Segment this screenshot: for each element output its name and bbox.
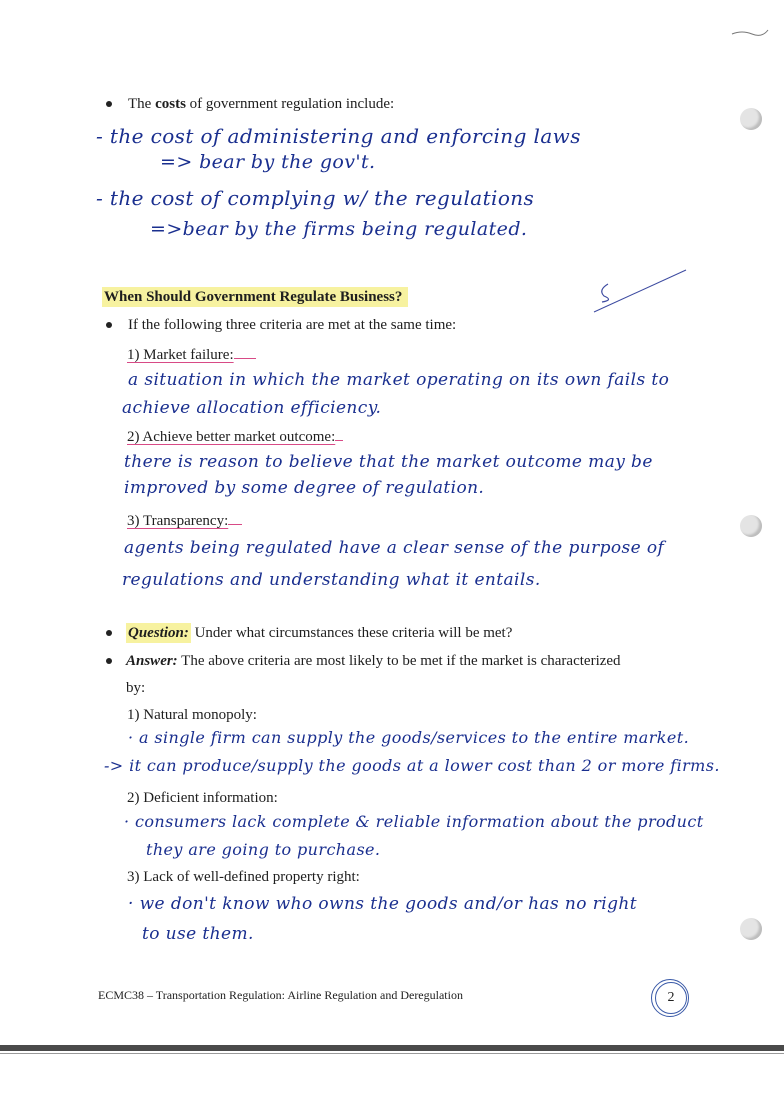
- bullet: [106, 101, 112, 107]
- question-label: Question:: [128, 625, 189, 641]
- question-highlight: [126, 623, 191, 643]
- answer-item-label: 2) Deficient information:: [127, 790, 278, 806]
- handwritten-note: agents being regulated have a clear sense of the purpose of: [124, 538, 665, 558]
- question-text: Under what circumstances these criteria will be met?: [190, 625, 513, 641]
- criterion-label-text: 2) Achieve better market outcome:: [127, 429, 336, 445]
- handwritten-note: =>bear by the firms being regulated.: [150, 218, 528, 240]
- tick-mark: [590, 266, 690, 316]
- criterion-label-text: 3) Transparency:: [127, 513, 229, 529]
- handwritten-note: improved by some degree of regulation.: [124, 478, 485, 498]
- criterion-label: [127, 428, 343, 446]
- bullet: [106, 658, 112, 664]
- handwritten-note: · a single firm can supply the goods/services to the entire market.: [128, 728, 690, 747]
- handwritten-note: a situation in which the market operating on its own fails to: [128, 370, 670, 390]
- section-heading-text: When Should Government Regulate Business?: [102, 287, 408, 307]
- bullet: [106, 322, 112, 328]
- punch-hole-top: [740, 108, 762, 130]
- punch-hole-middle: [740, 515, 762, 537]
- handwritten-note: · consumers lack complete & reliable information about the product: [124, 812, 704, 831]
- answer-text: The above criteria are most likely to be met if the market is characterized: [177, 653, 621, 669]
- handwritten-note: · we don't know who owns the goods and/or has no right: [128, 894, 637, 914]
- footer-course: ECMC38 – Transportation Regulation: Airline Regulation and Deregulation: [98, 988, 463, 1002]
- answer-label: Answer:: [126, 653, 178, 669]
- handwritten-note: - the cost of administering and enforcing laws: [96, 124, 581, 148]
- handwritten-note: there is reason to believe that the market outcome may be: [124, 452, 653, 472]
- criteria-intro: If the following three criteria are met at the same time:: [128, 317, 457, 333]
- footer-rule: [0, 1045, 784, 1051]
- handwritten-note: they are going to purchase.: [146, 840, 381, 859]
- handwritten-note: => bear by the gov't.: [160, 151, 376, 173]
- criterion-label-text: 1) Market failure:: [127, 347, 234, 363]
- handwritten-note: regulations and understanding what it entails.: [122, 570, 541, 590]
- bullet: [106, 630, 112, 636]
- corner-mark: [730, 26, 770, 42]
- question: [126, 624, 512, 642]
- answer-continued: by:: [126, 680, 146, 696]
- footer-rule-thin: [0, 1053, 784, 1054]
- underline-tail: [335, 439, 343, 441]
- handwritten-note: -> it can produce/supply the goods at a lower cost than 2 or more firms.: [104, 756, 720, 775]
- answer: [126, 652, 621, 670]
- page-number: 2: [655, 982, 687, 1014]
- punch-hole-bottom: [740, 918, 762, 940]
- handwritten-note: to use them.: [142, 924, 254, 944]
- underline-tail: [234, 357, 256, 359]
- underline-tail: [228, 523, 242, 525]
- section-heading: [102, 288, 408, 306]
- costs-intro: [128, 95, 394, 113]
- answer-item-label: 1) Natural monopoly:: [127, 707, 257, 723]
- costs-intro-suffix: of government regulation include:: [185, 96, 395, 112]
- costs-intro-prefix: The: [128, 96, 156, 112]
- handwritten-note: - the cost of complying w/ the regulations: [96, 186, 535, 210]
- criterion-label: [127, 512, 242, 530]
- costs-intro-bold: costs: [155, 96, 186, 112]
- handwritten-note: achieve allocation efficiency.: [122, 398, 382, 418]
- criterion-label: [127, 346, 256, 364]
- answer-item-label: 3) Lack of well-defined property right:: [127, 869, 360, 885]
